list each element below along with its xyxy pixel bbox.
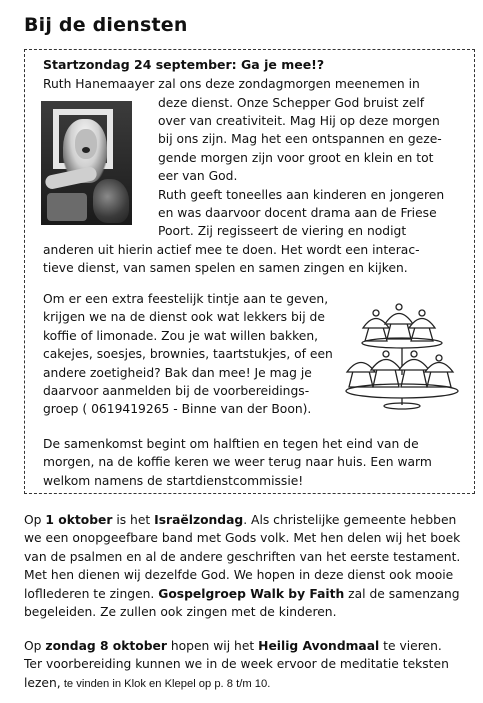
intro-line: Ruth Hanemaayer zal ons deze zondagmorgen meenemen in — [43, 77, 420, 91]
intro-line: Ruth geeft toneelles aan kinderen en jongeren — [158, 187, 445, 202]
avondmaal-paragraph — [24, 637, 469, 693]
startzondag-title: Startzondag 24 september: Ga je mee!? — [43, 57, 325, 72]
intro-line: deze dienst. Onze Schepper God bruist zelf — [158, 95, 425, 110]
closing-line: morgen, na de koffie keren we weer terug naar huis. Een warm — [43, 455, 432, 470]
intro-line: Poort. Zij regisseert de viering en nodigt — [158, 224, 407, 239]
avondmaal-line: Ter voorbereiding kunnen we in de week ervoor de meditatie teksten — [24, 657, 449, 672]
ruth-photo — [41, 101, 132, 225]
intro-line: anderen uit hierin actief mee te doen. Het wordt een interac- — [43, 243, 420, 257]
feast-line: cakejes, soesjes, brownies, taartstukjes, of een — [43, 347, 333, 362]
feast-line: Om er een extra feestelijk tintje aan te geven, — [43, 292, 329, 306]
israel-sunday-paragraph — [24, 511, 469, 621]
intro-paragraph — [43, 75, 461, 93]
israel-line: van de psalmen en al de andere geschriften van het eerste testament. — [24, 549, 461, 564]
intro-line: tieve dienst, van samen spelen en samen zingen en kijken. — [43, 261, 408, 276]
feast-line: andere zoetigheid? Bak dan mee! Je mag je — [43, 365, 312, 380]
israel-line: we een onopgeefbare band met Gods volk. Met hen delen wij het boek — [24, 531, 461, 546]
intro-line: over van creativiteit. Mag Hij op deze morgen — [158, 113, 440, 128]
feast-line: krijgen we na de dienst ook wat lekkers bij de — [43, 310, 325, 325]
feast-paragraph — [43, 290, 343, 419]
intro-paragraph-wrap — [158, 94, 461, 241]
cupcake-stand-icon — [343, 295, 461, 410]
intro-line: gende morgen zijn voor groot en klein en tot — [158, 150, 434, 165]
feast-line: koffie of limonade. Zou je wat willen bakken, — [43, 328, 319, 343]
intro-line: bij ons zijn. Mag het een ontspannen en geze- — [158, 132, 442, 147]
startzondag-box — [24, 49, 475, 494]
closing-line: De samenkomst begint om halftien en tegen het eind van de — [43, 437, 419, 451]
avondmaal-line: lezen, te vinden in Klok en Klepel op p. 8 t/m 10. — [24, 675, 271, 690]
avondmaal-line: Op zondag 8 oktober hopen wij het Heilig Avondmaal te vieren. — [24, 639, 442, 653]
israel-line: Op 1 oktober is het Israëlzondag. Als christelijke gemeente hebben — [24, 513, 457, 527]
closing-line: welkom namens de startdienstcommissie! — [43, 473, 304, 488]
israel-line: loflIederen te zingen. Gospelgroep Walk by Faith zal de samenzang — [24, 586, 460, 601]
feast-line: groep ( 0619419265 - Binne van der Boon). — [43, 402, 312, 417]
israel-line: begeleiden. Ze zullen ook zingen met de kinderen. — [24, 605, 337, 620]
intro-line: en was daarvoor docent drama aan de Friese — [158, 205, 437, 220]
feast-line: daarvoor aanmelden bij de voorbereidings- — [43, 384, 310, 399]
closing-paragraph — [43, 435, 461, 490]
israel-line: Met hen dienen wij dezelfde God. We hopen in deze dienst ook mooie — [24, 568, 454, 583]
intro-line: eer van God. — [158, 169, 238, 184]
intro-paragraph-end — [43, 241, 461, 278]
page-heading: Bij de diensten — [24, 14, 188, 36]
